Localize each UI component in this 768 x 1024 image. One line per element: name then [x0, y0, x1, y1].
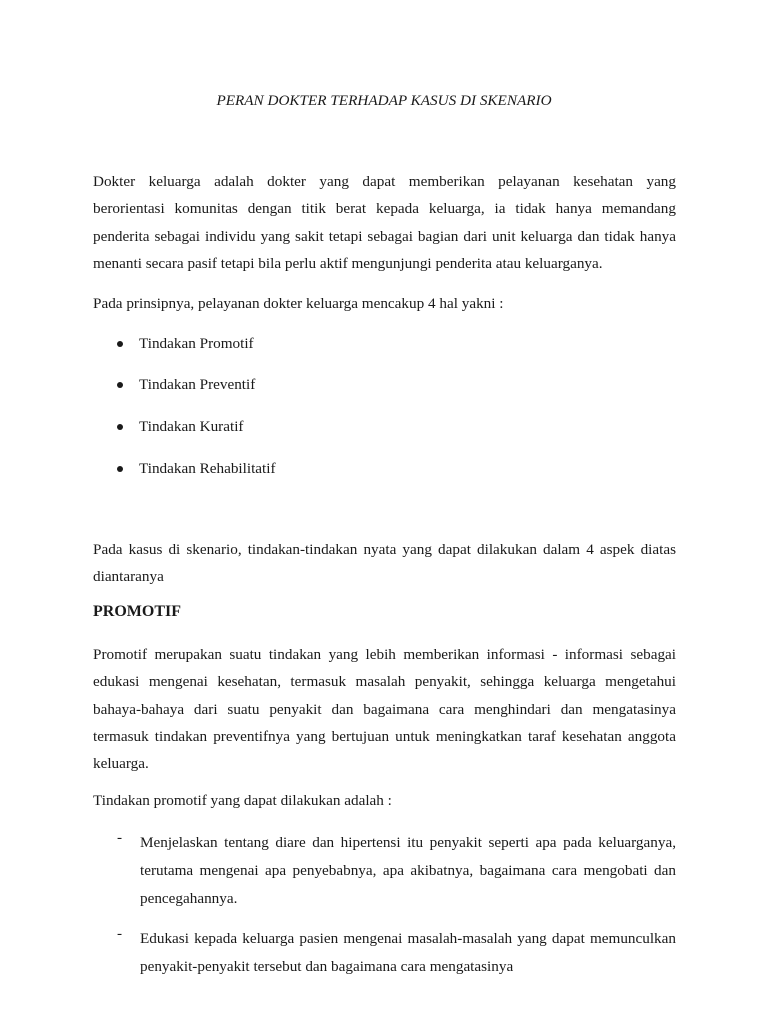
promotif-line: termasuk tindakan preventifnya yang bertujuan untuk meningkatkan taraf kesehatan anggota	[93, 727, 676, 745]
dash-line: terutama mengenai apa penyebabnya, apa akibatnya, bagaimana cara mengobati dan	[140, 862, 676, 879]
bullet-label: Tindakan Preventif	[139, 376, 256, 393]
dash-line: Edukasi kepada keluarga pasien mengenai masalah-masalah yang dapat memunculkan	[140, 930, 676, 947]
bullet-label: Tindakan Kuratif	[139, 418, 244, 435]
intro-line: Dokter keluarga adalah dokter yang dapat memberikan pelayanan kesehatan yang	[93, 173, 676, 190]
principle-text: Pada prinsipnya, pelayanan dokter keluarga mencakup 4 hal yakni :	[93, 295, 504, 312]
section-heading: PROMOTIF	[93, 603, 181, 620]
dash-item-text	[140, 829, 676, 913]
dash-marker: -	[117, 925, 123, 942]
dash-line: Menjelaskan tentang diare dan hipertensi itu penyakit seperti apa pada keluarganya,	[140, 834, 676, 851]
intro-paragraph	[93, 168, 676, 277]
dash-line: pencegahannya.	[140, 890, 238, 907]
promotif-line: bahaya-bahaya dari suatu penyakit dan bagaimana cara menghindari dan mengatasinya	[93, 700, 676, 718]
promotif-paragraph	[93, 641, 676, 777]
bullet-icon	[117, 466, 123, 472]
promotif-line: edukasi mengenai kesehatan, termasuk masalah penyakit, sehingga keluarga mengetahui	[93, 673, 676, 691]
actions-intro: Tindakan promotif yang dapat dilakukan adalah :	[93, 792, 392, 809]
dash-line: penyakit-penyakit tersebut dan bagaimana cara mengatasinya	[140, 958, 514, 975]
bullet-icon	[117, 341, 123, 347]
bullet-label: Tindakan Rehabilitatif	[139, 460, 276, 477]
dash-item-text	[140, 925, 676, 981]
case-line: diantaranya	[93, 568, 164, 586]
promotif-line: Promotif merupakan suatu tindakan yang lebih memberikan informasi - informasi sebagai	[93, 646, 676, 663]
case-paragraph	[93, 536, 676, 591]
bullet-icon	[117, 424, 123, 430]
bullet-label: Tindakan Promotif	[139, 335, 254, 352]
case-line: Pada kasus di skenario, tindakan-tindakan nyata yang dapat dilakukan dalam 4 aspek diatas	[93, 541, 676, 558]
intro-line: penderita sebagai individu yang sakit tetapi sebagai bagian dari unit keluarga dan tidak hanya	[93, 227, 676, 245]
bullet-icon	[117, 382, 123, 388]
intro-line: menanti secara pasif tetapi bila perlu aktif mengunjungi penderita atau keluarganya.	[93, 254, 603, 272]
document-title: PERAN DOKTER TERHADAP KASUS DI SKENARIO	[216, 92, 552, 109]
dash-marker: -	[117, 829, 123, 846]
intro-line: berorientasi komunitas dengan titik berat kepada keluarga, ia tidak hanya memandang	[93, 200, 676, 218]
promotif-line: keluarga.	[93, 755, 149, 773]
